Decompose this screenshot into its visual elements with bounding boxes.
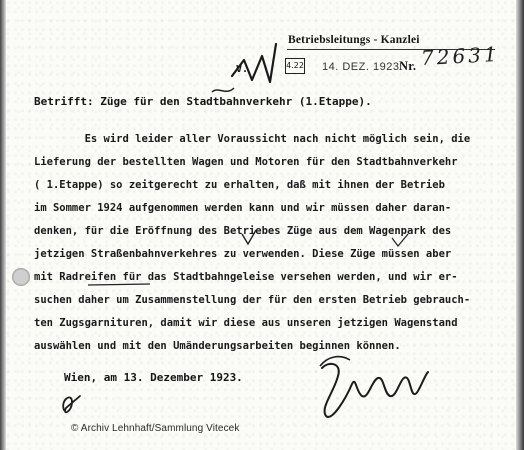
handwritten-reference-number: 72631 (420, 41, 501, 71)
number-label: Nr. (399, 59, 417, 73)
initial-mark (63, 396, 80, 412)
body-line: auswählen und mit den Umänderungsarbeiten beginnen können. (34, 340, 401, 352)
reference-box: 4.22 (285, 58, 305, 74)
insertion-mark-2 (392, 234, 408, 246)
body-line: ( 1.Etappe) so zeitgerecht zu erhalten, daß mit ihnen der Betrieb (34, 179, 445, 191)
office-stamp: Betriebsleitungs - Kanzlei (288, 34, 420, 46)
subject-line: Betrifft: Züge für den Stadtbahnverkehr (1.Etappe). (34, 95, 372, 108)
body-line: jetzigen Straßenbahnverkehres zu verwenden. Diese Züge müssen aber (34, 248, 452, 260)
place-and-date: Wien, am 13. Dezember 1923. (64, 371, 243, 384)
body-line: denken, für die Eröffnung des Betriebes Züge aus dem Wagenpark des (34, 225, 452, 237)
header-squiggle (212, 88, 234, 92)
body-line: ten Zugsgarnituren, damit wir diese aus unseren jetzigen Wagenstand (34, 317, 458, 329)
insertion-mark (242, 230, 256, 244)
body-line: suchen daher um Zusammenstellung der für den ersten Betrieb gebrauch- (34, 294, 471, 306)
body-line: Lieferung der bestellten Wagen und Motoren für den Stadtbahnverkehr (34, 156, 458, 168)
body-line: Es wird leider aller Voraussicht nach nicht möglich sein, die (34, 133, 471, 145)
reference-mark: V. (236, 64, 249, 75)
header-check-mark (232, 44, 276, 82)
signature (322, 364, 428, 417)
image-credit: © Archiv Lehnhaft/Sammlung Vitecek (71, 423, 240, 434)
body-line: im Sommer 1924 aufgenommen werden kann und wir müssen daher daran- (34, 202, 452, 214)
body-line: mit Radreifen für das Stadtbahngeleise versehen werden, und wir er- (34, 271, 458, 283)
stamp-date: 14. DEZ. 1923 (322, 61, 400, 73)
radreifen-underline (88, 284, 150, 285)
